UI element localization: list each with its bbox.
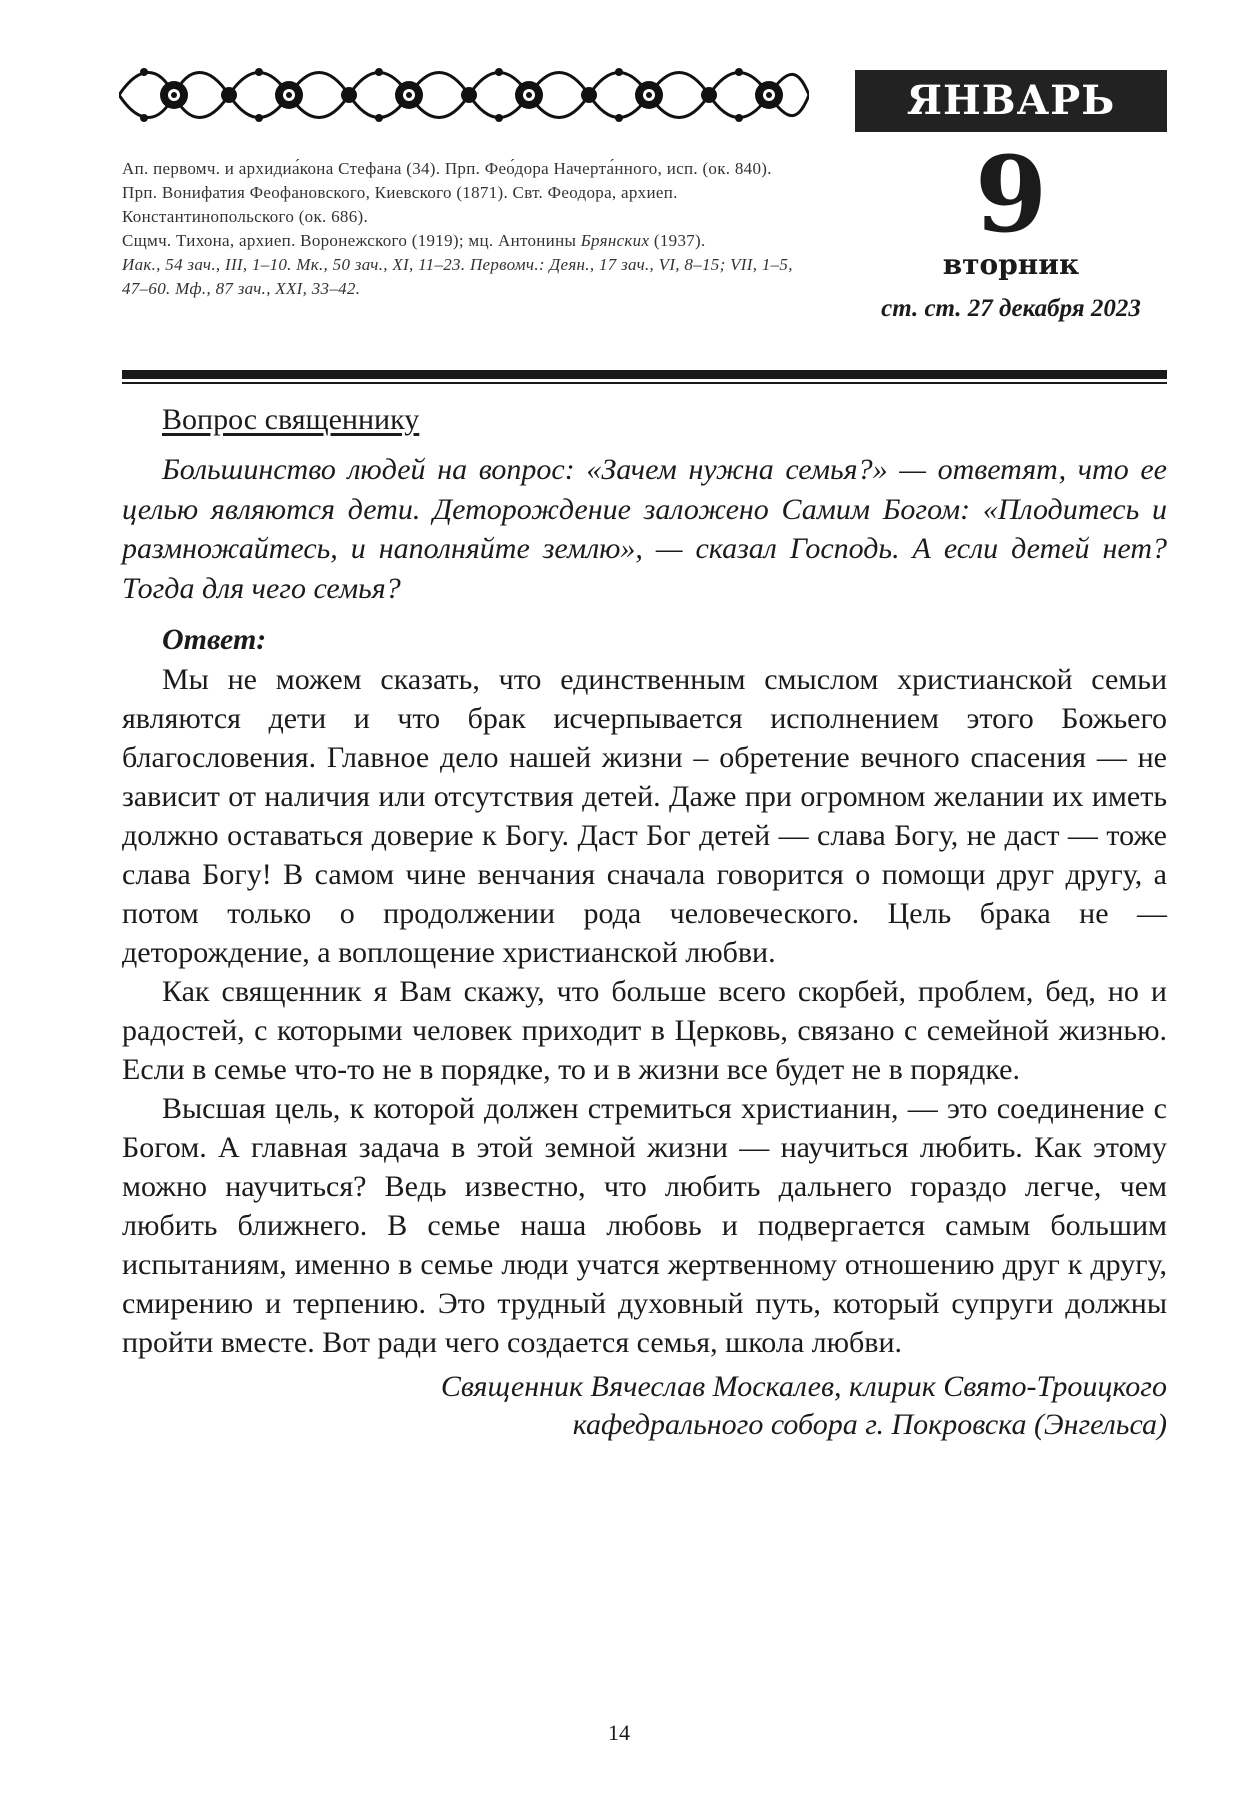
section-title: Вопрос священнику xyxy=(162,403,420,436)
floral-ornament-icon xyxy=(119,60,809,130)
article xyxy=(122,398,1167,1444)
page-number: 14 xyxy=(608,1720,630,1745)
answer-label: Ответ: xyxy=(162,623,267,656)
divider-thick xyxy=(122,370,1167,379)
weekday: вторник xyxy=(942,248,1080,281)
saints-line: Прп. Вонифатия Феофановского, Киевского (1871). Свт. Феодора, архиеп. Константинопольского (ок. 686). xyxy=(122,183,678,226)
answer-paragraph: Высшая цель, к которой должен стремиться христианин, — это соединение с Богом. А главная задача в этой земной жизни — научиться любить. Как этому можно научиться? Ведь известно, что любить дальнего гораздо легче, чем любить ближнего. В семье наша любовь и подвергается самым большим испытаниям, именно в семье люди учатся жертвенному отношению друг к другу, смирению и терпению. Это трудный духовный путь, который супруги должны пройти вместе. Вот ради чего создается семья, школа любви. xyxy=(122,1092,1167,1359)
answer-paragraph: Как священник я Вам скажу, что больше всего скорбей, проблем, бед, но и радостей, с которыми человек приходит в Церковь, связано с семейной жизнью. Если в семье что-то не в порядке, то и в жизни все будет не в порядке. xyxy=(122,975,1167,1086)
signature-line: Священник Вячеслав Москалев, клирик Свято-Троицкого xyxy=(440,1370,1167,1403)
saints-text: (1937). xyxy=(649,231,706,250)
saints-line: Ап. первомч. и архидиа́кона Стефана (34). Прп. Фео́дора Начерта́нного, исп. (ок. 840). xyxy=(122,159,772,178)
answer-paragraph: Мы не можем сказать, что единственным смыслом христианской семьи являются дети и что брак исчерпывается исполнением этого Божьего благословения. Главное дело нашей жизни – обретение вечного спасения — не зависит от наличия или отсутствия детей. Даже при огромном желании их иметь должно оставаться доверие к Богу. Даст Бог детей — слава Богу, не даст — тоже слава Богу! В самом чине венчания сначала говорится о помощи друг другу, а потом только о продолжении рода человеческого. Цель брака не — деторождение, а воплощение христианской любви. xyxy=(122,663,1167,969)
author-signature xyxy=(122,1368,1167,1444)
month-badge: ЯНВАРЬ xyxy=(855,70,1167,132)
saints-line xyxy=(122,229,812,253)
saints-text: Сщмч. Тихона, архиеп. Воронежского (1919); мц. Антонины xyxy=(122,231,581,250)
old-style-date: ст. ст. 27 декабря 2023 xyxy=(881,295,1141,322)
divider-thin xyxy=(122,382,1167,384)
saints-of-the-day xyxy=(122,157,812,301)
saints-text-italic: Брянских xyxy=(580,231,650,250)
scripture-readings: Иак., 54 зач., III, 1–10. Мк., 50 зач., XI, 11–23. Первомч.: Деян., 17 зач., VI, 8–15; VII, 1–5, 47–60. Мф., 87 зач., XXI, 33–42. xyxy=(122,255,793,298)
signature-line: кафедрального собора г. Покровска (Энгельса) xyxy=(572,1408,1167,1441)
question-text: Большинство людей на вопрос: «Зачем нужна семья?» — ответят, что ее целью являются дети. Деторождение заложено Самим Богом: «Плодитесь и размножайтесь, и наполняйте землю», — сказал Господь. А если детей нет? Тогда для чего семья? xyxy=(122,453,1167,605)
day-number: 9 xyxy=(974,133,1048,256)
